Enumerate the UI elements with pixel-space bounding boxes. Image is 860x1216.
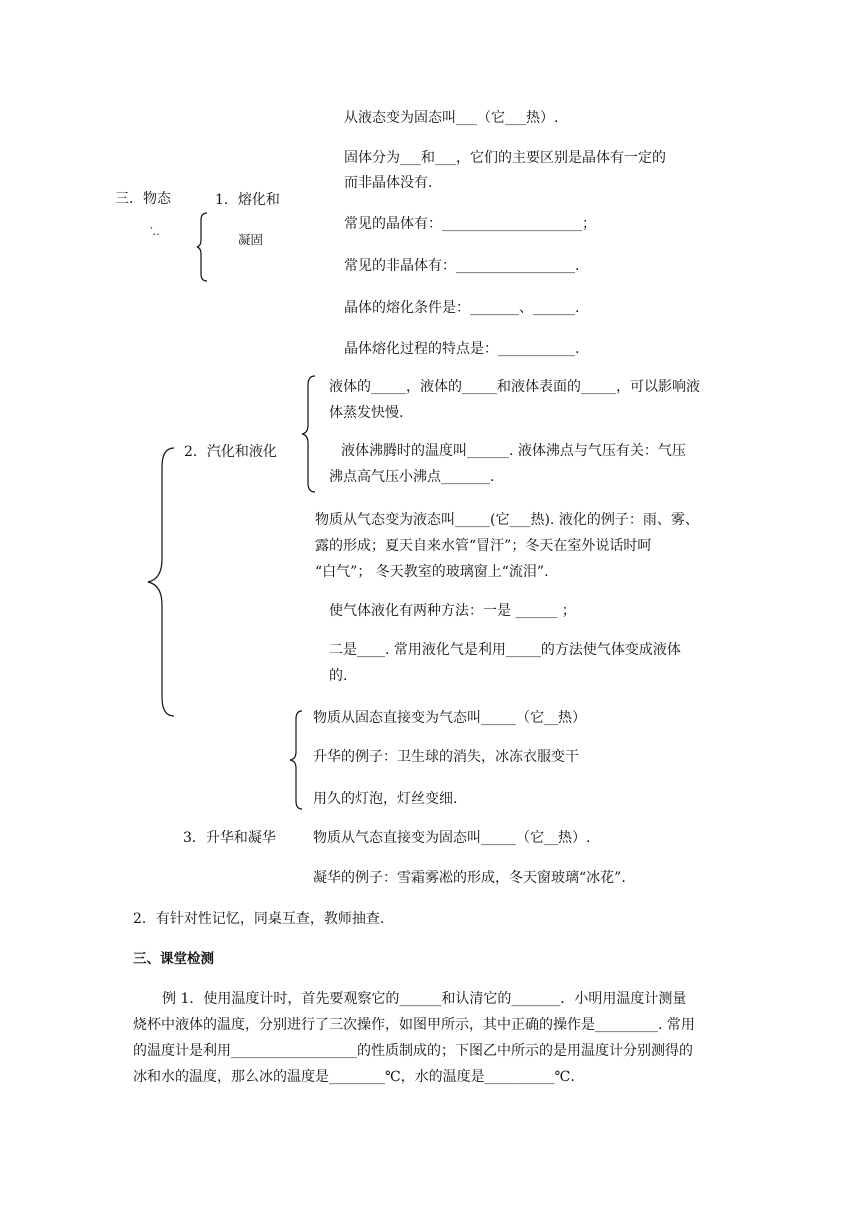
sub2-line: 二是____. 常用液化气是利用_____的方法使气体变成液体 <box>329 642 681 658</box>
example-line: 冰和水的温度，那么冰的温度是________℃，水的温度是__________℃. <box>133 1069 575 1085</box>
sub3-line: 凝华的例子：雪霜雾凇的形成，冬天窗玻璃“冰花”. <box>313 870 626 886</box>
sub2-line: 物质从气态变为液态叫_____(它___热). 液化的例子：雨、雾、 <box>315 512 699 528</box>
sub1-line: 常见的非晶体有：_________________. <box>344 258 580 274</box>
sub1-line: 常见的晶体有：____________________； <box>344 216 596 232</box>
section-heading: 三、课堂检测 <box>133 951 214 967</box>
sub3-line: 物质从固态直接变为气态叫_____（它__热） <box>313 710 586 726</box>
sub1-line: 固体分为___和___，它们的主要区别是晶体有一定的 <box>344 150 666 166</box>
big-brace <box>146 447 176 717</box>
sub3-label: 3．升华和凝华 <box>183 830 276 846</box>
sub2-line: “白气”； 冬天教室的玻璃窗上“流泪”. <box>315 564 549 580</box>
sub2-line: 的. <box>329 668 348 684</box>
example-line: 烧杯中液体的温度，分别进行了三次操作，如图甲所示，其中正确的操作是_________. 常用 <box>133 1017 695 1033</box>
sub3-line: 升华的例子：卫生球的消失，冰冻衣服变干 <box>313 749 579 765</box>
sub1-label: 1．熔化和 <box>215 192 280 208</box>
sub2-label: 2．汽化和液化 <box>184 444 277 460</box>
sub2-brace <box>301 375 317 493</box>
sub2-line: 体蒸发快慢. <box>329 405 404 421</box>
sub1-brace <box>196 212 210 282</box>
sub2-line: 使气体液化有两种方法：一是 ______ ； <box>329 603 576 619</box>
sub2-line: 沸点高气压小沸点_______. <box>329 469 495 485</box>
sub3-line: 物质从气态直接变为固态叫_____（它__热）. <box>313 830 591 846</box>
memory-note: 2．有针对性记忆，同桌互查，教师抽查. <box>133 911 385 927</box>
sub1-label2: 凝固 <box>238 232 264 247</box>
sub1-line: 而非晶体没有. <box>344 175 433 191</box>
sub2-line: 液体沸腾时的温度叫______. 液体沸点与气压有关：气压 <box>341 443 686 459</box>
sub1-line: 晶体的熔化条件是：_______、______. <box>344 300 580 316</box>
sub2-line: 液体的_____，液体的_____和液体表面的_____，可以影响液 <box>329 379 700 395</box>
section-dots: ‵‥ <box>150 225 160 238</box>
sub1-line: 从液态变为固态叫___（它___热）. <box>344 110 559 126</box>
example-line: 的温度计是利用__________________的性质制成的；下图乙中所示的是用温度计分别测得的 <box>133 1043 693 1059</box>
sub3-brace <box>289 710 305 810</box>
sub1-line: 晶体熔化过程的特点是：___________. <box>344 341 580 357</box>
section-label: 三．物态 <box>115 191 171 207</box>
sub2-line: 露的形成；夏天自来水管“冒汗”；冬天在室外说话时呵 <box>315 538 652 554</box>
sub3-line: 用久的灯泡，灯丝变细. <box>313 791 458 807</box>
example-line: 例 1．使用温度计时，首先要观察它的______和认清它的_______．小明用温度计测量 <box>162 991 687 1007</box>
